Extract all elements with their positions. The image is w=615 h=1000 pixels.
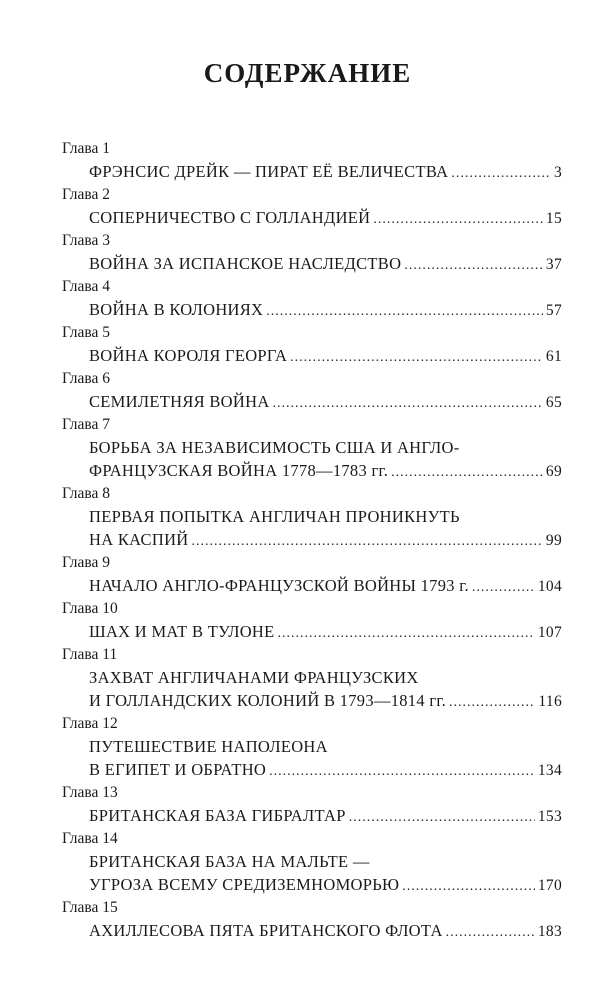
chapter-title	[89, 344, 562, 367]
chapter-title-line: ФРЭНСИС ДРЕЙК — ПИРАТ ЕЁ ВЕЛИЧЕСТВА	[89, 162, 449, 181]
chapter-title-line: НАЧАЛО АНГЛО-ФРАНЦУЗСКОЙ ВОЙНЫ 1793 г.	[89, 576, 469, 595]
chapter-title-row	[89, 390, 562, 413]
chapter-title-line: ПЕРВАЯ ПОПЫТКА АНГЛИЧАН ПРОНИКНУТЬ	[89, 507, 460, 526]
chapter-title-line: И ГОЛЛАНДСКИХ КОЛОНИЙ В 1793—1814 гг.	[89, 691, 447, 710]
dot-leader	[192, 530, 543, 553]
toc-entry[interactable]	[62, 781, 562, 827]
chapter-label: Глава 14	[62, 830, 118, 847]
toc-entry[interactable]	[62, 827, 562, 896]
chapter-title-row	[89, 459, 562, 482]
chapter-title	[89, 390, 562, 413]
chapter-title-row	[89, 206, 562, 229]
chapter-label: Глава 15	[62, 899, 118, 916]
chapter-title	[89, 735, 562, 781]
chapter-label: Глава 8	[62, 485, 111, 502]
dot-leader	[391, 461, 543, 484]
page-title: СОДЕРЖАНИЕ	[203, 58, 412, 88]
chapter-title-row	[89, 689, 562, 712]
dot-leader	[373, 208, 543, 231]
chapter-title-line: ПУТЕШЕСТВИЕ НАПОЛЕОНА	[89, 737, 328, 756]
dot-leader	[472, 576, 535, 599]
page-number: 107	[537, 624, 562, 641]
dot-leader	[451, 162, 551, 185]
chapter-title	[89, 160, 562, 183]
table-of-contents	[62, 137, 562, 942]
chapter-title-line: УГРОЗА ВСЕМУ СРЕДИЗЕМНОМОРЬЮ	[89, 875, 400, 894]
chapter-title-line: ВОЙНА ЗА ИСПАНСКОЕ НАСЛЕДСТВО	[89, 254, 402, 273]
page-number: 134	[537, 762, 562, 779]
toc-entry[interactable]	[62, 597, 562, 643]
chapter-title-line: ВОЙНА В КОЛОНИЯХ	[89, 300, 264, 319]
chapter-title-line: БОРЬБА ЗА НЕЗАВИСИМОСТЬ США И АНГЛО-	[89, 438, 460, 457]
chapter-title-line: ЗАХВАТ АНГЛИЧАНАМИ ФРАНЦУЗСКИХ	[89, 668, 419, 687]
toc-entry[interactable]	[62, 413, 562, 482]
chapter-title-row	[89, 528, 562, 551]
toc-entry[interactable]	[62, 321, 562, 367]
toc-entry[interactable]	[62, 183, 562, 229]
chapter-label: Глава 12	[62, 715, 118, 732]
toc-entry[interactable]	[62, 275, 562, 321]
page-number: 116	[538, 693, 562, 710]
dot-leader	[269, 760, 535, 783]
page-number: 37	[545, 256, 562, 273]
chapter-title	[89, 505, 562, 551]
page-number: 69	[545, 463, 562, 480]
dot-leader	[402, 875, 535, 898]
chapter-title-line: ФРАНЦУЗСКАЯ ВОЙНА 1778—1783 гг.	[89, 461, 389, 480]
chapter-label: Глава 7	[62, 416, 111, 433]
chapter-label: Глава 11	[62, 646, 118, 663]
dot-leader	[404, 254, 543, 277]
toc-entry[interactable]	[62, 712, 562, 781]
chapter-label: Глава 1	[62, 140, 111, 157]
chapter-label: Глава 9	[62, 554, 111, 571]
chapter-title	[89, 850, 562, 896]
dot-leader	[278, 622, 535, 645]
chapter-title	[89, 206, 562, 229]
chapter-title	[89, 919, 562, 942]
page-number: 170	[537, 877, 562, 894]
chapter-label: Глава 5	[62, 324, 111, 341]
dot-leader	[273, 392, 543, 415]
chapter-title-line: БРИТАНСКАЯ БАЗА ГИБРАЛТАР	[89, 806, 346, 825]
chapter-title	[89, 252, 562, 275]
chapter-title	[89, 804, 562, 827]
chapter-title-line: ВОЙНА КОРОЛЯ ГЕОРГА	[89, 346, 288, 365]
chapter-title-row	[89, 298, 562, 321]
chapter-title-row	[89, 160, 562, 183]
toc-entry[interactable]	[62, 896, 562, 942]
chapter-label: Глава 6	[62, 370, 111, 387]
chapter-title-line: ШАХ И МАТ В ТУЛОНЕ	[89, 622, 275, 641]
dot-leader	[349, 806, 535, 829]
chapter-title-row	[89, 758, 562, 781]
page-number: 99	[545, 532, 562, 549]
page-number: 104	[537, 578, 562, 595]
page-number: 61	[545, 348, 562, 365]
chapter-title	[89, 436, 562, 482]
chapter-label: Глава 2	[62, 186, 111, 203]
chapter-title-line: СОПЕРНИЧЕСТВО С ГОЛЛАНДИЕЙ	[89, 208, 371, 227]
chapter-title-row	[89, 252, 562, 275]
page-number: 153	[537, 808, 562, 825]
toc-entry[interactable]	[62, 137, 562, 183]
page-number: 15	[545, 210, 562, 227]
chapter-title	[89, 620, 562, 643]
chapter-title	[89, 574, 562, 597]
dot-leader	[446, 921, 535, 944]
dot-leader	[449, 691, 535, 714]
chapter-title-row	[89, 344, 562, 367]
toc-entry[interactable]	[62, 643, 562, 712]
chapter-title-row	[89, 919, 562, 942]
dot-leader	[290, 346, 543, 369]
chapter-title-line: АХИЛЛЕСОВА ПЯТА БРИТАНСКОГО ФЛОТА	[89, 921, 443, 940]
page-number: 57	[545, 302, 562, 319]
chapter-title-line: НА КАСПИЙ	[89, 530, 189, 549]
toc-entry[interactable]	[62, 482, 562, 551]
chapter-title	[89, 666, 562, 712]
page-number: 65	[545, 394, 562, 411]
chapter-label: Глава 10	[62, 600, 118, 617]
chapter-title-line: В ЕГИПЕТ И ОБРАТНО	[89, 760, 267, 779]
chapter-title-row	[89, 873, 562, 896]
chapter-label: Глава 13	[62, 784, 118, 801]
page-number: 183	[537, 923, 562, 940]
chapter-title	[89, 298, 562, 321]
chapter-title-line: БРИТАНСКАЯ БАЗА НА МАЛЬТЕ —	[89, 852, 370, 871]
toc-entry[interactable]	[62, 551, 562, 597]
chapter-title-row	[89, 620, 562, 643]
page-number: 3	[553, 164, 562, 181]
chapter-label: Глава 4	[62, 278, 111, 295]
chapter-title-row	[89, 804, 562, 827]
chapter-label: Глава 3	[62, 232, 111, 249]
chapter-title-line: СЕМИЛЕТНЯЯ ВОЙНА	[89, 392, 270, 411]
dot-leader	[266, 300, 543, 323]
toc-entry[interactable]	[62, 229, 562, 275]
chapter-title-row	[89, 574, 562, 597]
toc-entry[interactable]	[62, 367, 562, 413]
